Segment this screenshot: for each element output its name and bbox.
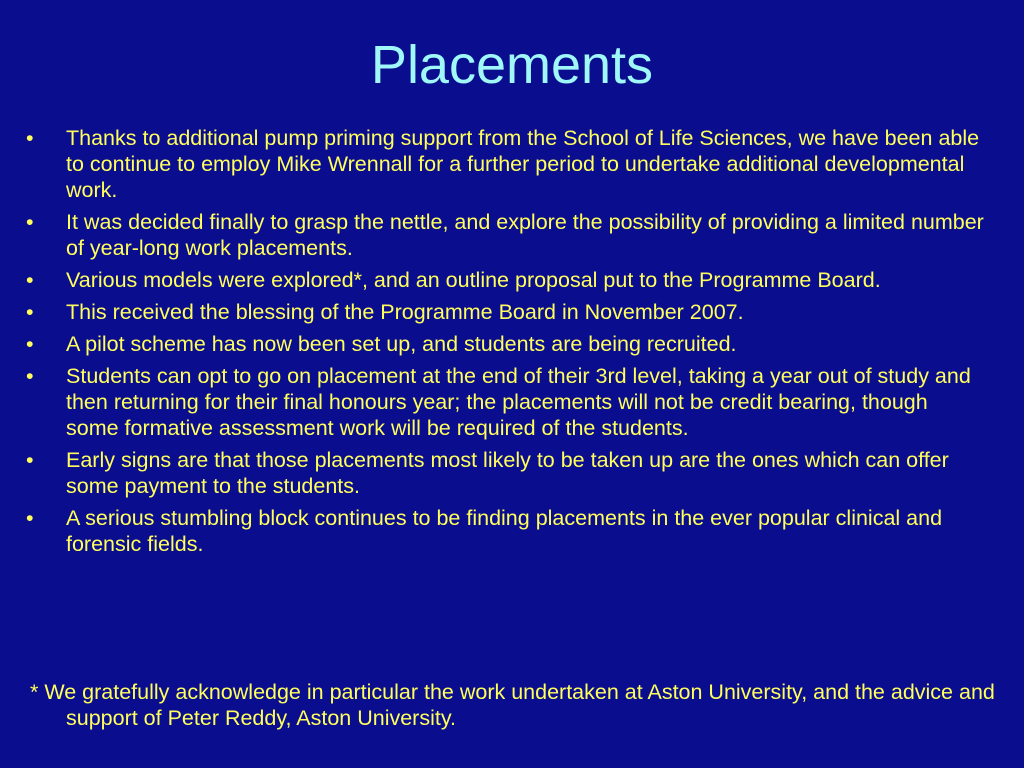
bullet-marker: • xyxy=(26,300,34,324)
bullet-item xyxy=(26,447,986,499)
bullet-marker: • xyxy=(26,210,34,234)
bullet-list xyxy=(26,125,986,563)
bullet-marker: • xyxy=(26,448,34,472)
slide-title: Placements xyxy=(370,35,654,95)
bullet-text: Various models were explored*, and an outline proposal put to the Programme Board. xyxy=(66,268,881,292)
bullet-text: It was decided finally to grasp the nettle, and explore the possibility of providing a limited number of year-long work placements. xyxy=(66,210,984,260)
bullet-item xyxy=(26,363,986,441)
bullet-item xyxy=(26,299,986,325)
bullet-text: This received the blessing of the Programme Board in November 2007. xyxy=(66,300,744,324)
bullet-item xyxy=(26,505,986,557)
bullet-text: A pilot scheme has now been set up, and students are being recruited. xyxy=(66,332,737,356)
bullet-text: A serious stumbling block continues to be finding placements in the ever popular clinical and forensic fields. xyxy=(66,506,943,556)
bullet-marker: • xyxy=(26,364,34,388)
bullet-text: Thanks to additional pump priming support from the School of Life Sciences, we have been able to continue to employ Mike Wrennall for a further period to undertake additional developmental work. xyxy=(66,126,980,202)
bullet-marker: • xyxy=(26,268,34,292)
bullet-item xyxy=(26,331,986,357)
bullet-marker: • xyxy=(26,506,34,530)
bullet-marker: • xyxy=(26,126,34,150)
bullet-item xyxy=(26,267,986,293)
footnote: * We gratefully acknowledge in particular the work undertaken at Aston University, and the advice and support of Peter Reddy, Aston University. xyxy=(30,680,995,730)
bullet-text: Early signs are that those placements most likely to be taken up are the ones which can offer some payment to the students. xyxy=(66,448,949,498)
bullet-item xyxy=(26,209,986,261)
bullet-item xyxy=(26,125,986,203)
bullet-marker: • xyxy=(26,332,34,356)
bullet-text: Students can opt to go on placement at the end of their 3rd level, taking a year out of study and then returning for their final honours year; the placements will not be credit bearing, though some formative assessment work will be required of the students. xyxy=(66,364,971,440)
